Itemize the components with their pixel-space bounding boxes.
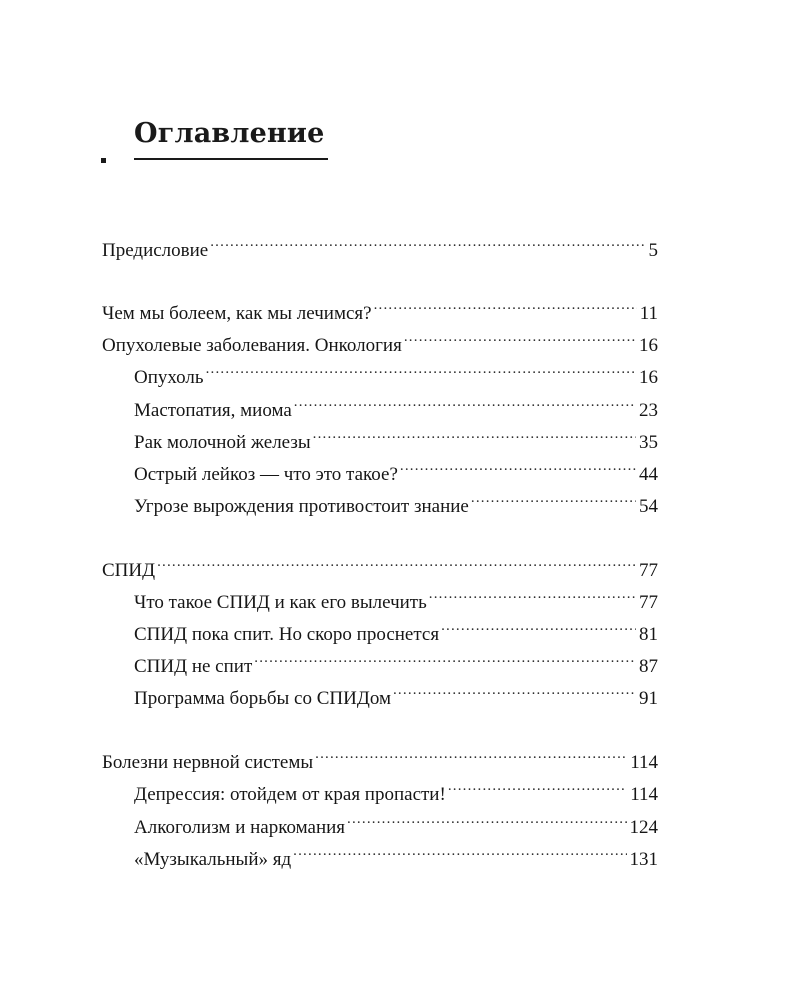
toc-entry-chapter[interactable] — [102, 546, 658, 581]
dot-leader — [448, 770, 627, 800]
dot-leader — [347, 803, 626, 833]
toc-entry-section[interactable] — [134, 482, 658, 517]
toc-entry-label: Что такое СПИД и как его вылечить — [134, 592, 427, 613]
toc-entry-label: Опухоль — [134, 367, 204, 388]
dot-leader — [157, 546, 636, 576]
toc-entry-section[interactable] — [134, 835, 658, 870]
toc-entry-section[interactable] — [134, 803, 658, 838]
toc-entry-section[interactable] — [134, 450, 658, 485]
toc-entry-label: СПИД не спит — [134, 656, 253, 677]
toc-entry-chapter[interactable] — [102, 321, 658, 356]
toc-entry-page: 54 — [639, 496, 658, 517]
page-title: Оглавление — [134, 118, 325, 149]
title-underline — [134, 158, 328, 160]
toc-entry-label: Острый лейкоз — что это такое? — [134, 464, 398, 485]
dot-leader — [400, 450, 636, 480]
toc-entry-label: Программа борьбы со СПИДом — [134, 688, 391, 709]
toc-entry-chapter[interactable] — [102, 289, 658, 324]
toc-entry-page: 114 — [630, 784, 658, 805]
dot-leader — [429, 578, 636, 608]
toc-entry-page: 16 — [639, 335, 658, 356]
dot-leader — [254, 642, 636, 672]
toc-entry-page: 44 — [639, 464, 658, 485]
toc-entry-label: Предисловие — [102, 240, 209, 261]
toc-entry-page: 124 — [629, 817, 658, 838]
toc-entry-page: 77 — [639, 592, 658, 613]
title-bullet-mark — [101, 158, 106, 163]
toc-entry-label: Алкоголизм и наркомания — [134, 817, 346, 838]
toc-entry-page: 11 — [639, 303, 658, 324]
toc-entry-label: Угрозе вырождения противостоит знание — [134, 496, 469, 517]
toc-entry-label: «Музыкальный» яд — [134, 849, 292, 870]
dot-leader — [313, 418, 636, 448]
toc-entry-page: 16 — [639, 367, 658, 388]
toc-entry-page: 91 — [639, 688, 658, 709]
toc-entry-page: 81 — [639, 624, 658, 645]
toc-entry-chapter[interactable] — [102, 738, 658, 773]
dot-leader — [374, 289, 637, 319]
toc-entry-page: 5 — [648, 240, 658, 261]
dot-leader — [293, 835, 626, 865]
toc-entry-label: СПИД — [102, 560, 156, 581]
toc-entry-section[interactable] — [134, 610, 658, 645]
toc-entry-section[interactable] — [134, 353, 658, 388]
dot-leader — [294, 386, 636, 416]
toc-entry-page: 23 — [639, 400, 658, 421]
toc-entry-page: 131 — [629, 849, 658, 870]
toc-entry-section[interactable] — [134, 386, 658, 421]
dot-leader — [206, 353, 636, 383]
dot-leader — [471, 482, 636, 512]
toc-entry-label: Депрессия: отойдем от края пропасти! — [134, 784, 446, 805]
toc-entry-label: Мастопатия, миома — [134, 400, 292, 421]
dot-leader — [210, 226, 645, 256]
toc-entry-page: 35 — [639, 432, 658, 453]
toc-entry-page: 87 — [639, 656, 658, 677]
toc-entry-section[interactable] — [134, 674, 658, 709]
toc-entry-section[interactable] — [134, 642, 658, 677]
toc-entry-section[interactable] — [134, 578, 658, 613]
dot-leader — [315, 738, 627, 768]
toc-entry-label: Болезни нервной системы — [102, 752, 314, 773]
dot-leader — [393, 674, 636, 704]
toc-entry-label: Рак молочной железы — [134, 432, 311, 453]
title-block — [134, 116, 328, 152]
toc-entry-label: Опухолевые заболевания. Онкология — [102, 335, 402, 356]
toc-entry-page: 114 — [630, 752, 658, 773]
toc-entry-preface[interactable] — [102, 226, 658, 261]
dot-leader — [404, 321, 636, 351]
toc-entry-section[interactable] — [134, 770, 658, 805]
toc-entry-page: 77 — [639, 560, 658, 581]
toc-entry-section[interactable] — [134, 418, 658, 453]
dot-leader — [441, 610, 636, 640]
toc-entry-label: Чем мы болеем, как мы лечимся? — [102, 303, 372, 324]
toc-entry-label: СПИД пока спит. Но скоро проснется — [134, 624, 440, 645]
